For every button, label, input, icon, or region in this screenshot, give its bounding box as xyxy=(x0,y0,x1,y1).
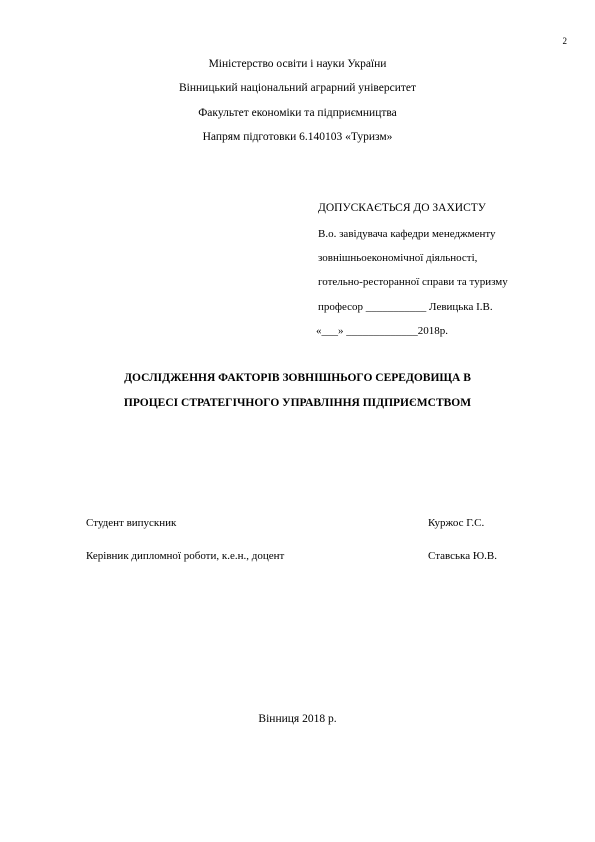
ministry-name: Міністерство освіти і науки України xyxy=(208,58,387,70)
approval-position-line-2: зовнішньоекономічної діяльності, xyxy=(318,252,478,264)
approval-position-line-3: готельно-ресторанної справи та туризму xyxy=(318,276,508,288)
faculty-name: Факультет економіки та підприємництва xyxy=(198,107,397,119)
page-number: 2 xyxy=(562,36,567,46)
student-role-label: Студент випускник xyxy=(86,517,177,529)
supervisor-role-label: Керівник дипломної роботи, к.е.н., доцент xyxy=(86,550,285,562)
approval-date-line: «___» _____________2018р. xyxy=(316,325,448,337)
approval-title: ДОПУСКАЄТЬСЯ ДО ЗАХИСТУ xyxy=(318,202,486,214)
supervisor-name: Ставська Ю.В. xyxy=(428,550,497,562)
approval-signature-line: професор ___________ Левицька І.В. xyxy=(318,301,493,313)
thesis-title-line-2: ПРОЦЕСІ СТРАТЕГІЧНОГО УПРАВЛІННЯ ПІДПРИЄМСТВОМ xyxy=(123,397,472,409)
student-name: Куржос Г.С. xyxy=(428,517,485,529)
thesis-title-line-1: ДОСЛІДЖЕННЯ ФАКТОРІВ ЗОВНІШНЬОГО СЕРЕДОВИЩА В xyxy=(124,372,471,384)
city-year: Вінниця 2018 р. xyxy=(258,713,337,725)
specialty-line: Напрям підготовки 6.140103 «Туризм» xyxy=(202,131,393,143)
approval-position-line-1: В.о. завідувача кафедри менеджменту xyxy=(318,228,496,240)
university-name: Вінницький національний аграрний університет xyxy=(178,82,417,94)
